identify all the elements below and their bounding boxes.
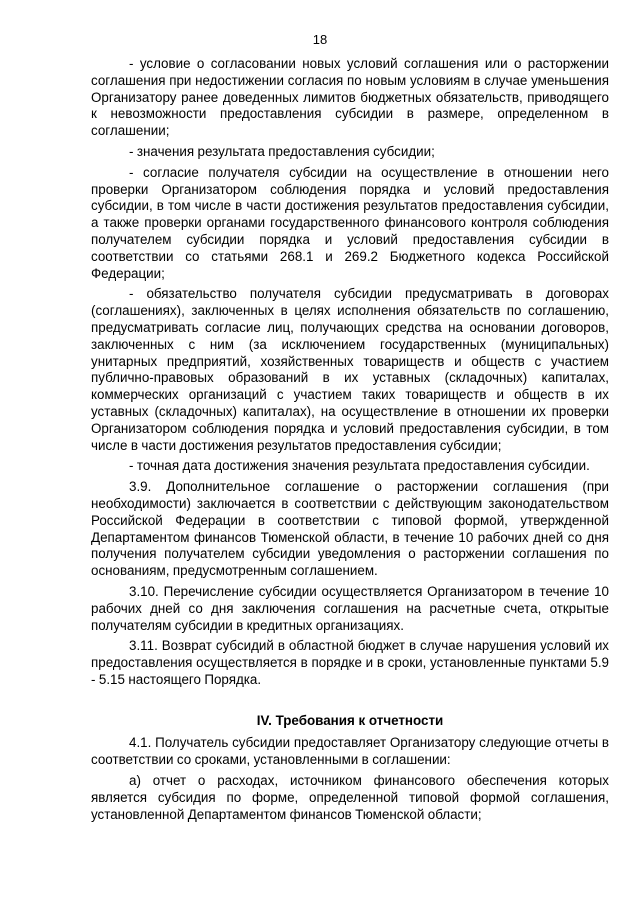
paragraph-4-1: 4.1. Получатель субсидии предоставляет Организатору следующие отчеты в соответствии со сроками, установленными в соглашении: (91, 735, 609, 768)
paragraph-result-values: - значения результата предоставления субсидии; (129, 143, 435, 159)
paragraph-obligation-contracts: - обязательство получателя субсидии предусматривать в договорах (соглашениях), заключенных в целях исполнения обязательств по соглашению, предусматривать согласие лиц, получающих средства на основании договоров, заключенных с ним (за исключением государственных (муниципальных) унитарных предприятий, хозяйственных товариществ и обществ с участием публично-правовых образований в их уставных (складочных) капиталах, коммерческих организаций с участием таких товариществ и обществ в их уставных (складочных) капиталах), на осуществление в отношении их проверки Организатором соблюдения порядка и условий предоставления субсидии, в том числе в части достижения результатов предоставления субсидии; (91, 286, 609, 453)
paragraph-condition-renegotiation: - условие о согласовании новых условий соглашения или о расторжении соглашения при недостижении согласия по новым условиям в случае уменьшения Организатору ранее доведенных лимитов бюджетных обязательств, приводящего к невозможности предоставления субсидии в размере, определенном в соглашении; (91, 56, 609, 139)
paragraph-3-11: 3.11. Возврат субсидий в областной бюджет в случае нарушения условий их предоставления осуществляется в порядке и в сроки, установленные пунктами 5.9 - 5.15 настоящего Порядка. (91, 638, 609, 687)
page-number: 18 (312, 32, 328, 47)
paragraph-result-date: - точная дата достижения значения результата предоставления субсидии. (129, 458, 590, 474)
section-heading-reporting: IV. Требования к отчетности (256, 712, 444, 728)
paragraph-4-1-a: а) отчет о расходах, источником финансового обеспечения которых является субсидия по форме, определенной типовой формой соглашения, установленной Департаментом финансов Тюменской области; (91, 773, 609, 822)
paragraph-3-9: 3.9. Дополнительное соглашение о расторжении соглашения (при необходимости) заключается в соответствии с действующим законодательством Российской Федерации в соответствии с типовой формой, утвержденной Департаментом финансов Тюменской области, в течение 10 рабочих дней со дня получения получателем субсидии уведомления о расторжении соглашения по основаниям, предусмотренным соглашением. (91, 479, 609, 579)
paragraph-consent-audit: - согласие получателя субсидии на осуществление в отношении него проверки Организатором соблюдения порядка и условий предоставления субсидии, в том числе в части достижения результатов предоставления субсидии, а также проверки органами государственного финансового контроля соблюдения получателем субсидии порядка и условий предоставления субсидии в соответствии со статьями 268.1 и 269.2 Бюджетного кодекса Российской Федерации; (91, 164, 609, 281)
paragraph-3-10: 3.10. Перечисление субсидии осуществляется Организатором в течение 10 рабочих дней со дня заключения соглашения на расчетные счета, открытые получателям субсидии в кредитных организациях. (91, 583, 609, 633)
document-body (91, 56, 609, 827)
